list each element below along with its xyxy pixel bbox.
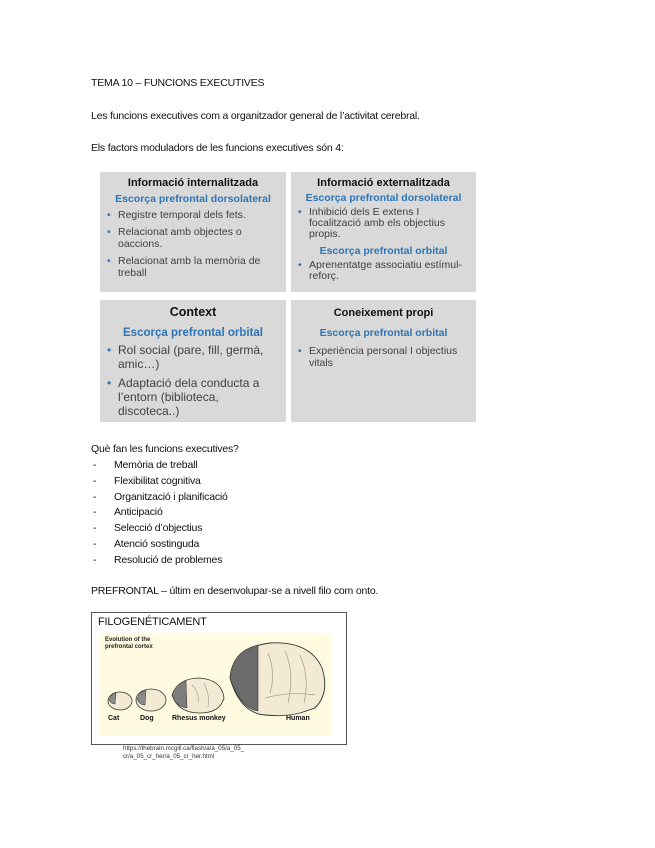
list-item: - Flexibilitat cognitiva: [91, 475, 228, 491]
factor-title: Coneixement propi: [333, 307, 434, 319]
list-item: - Memòria de treball: [91, 459, 228, 475]
factor-bullet: • Aprenentatge associatiu estímul-reforç.: [297, 260, 470, 282]
prefrontal-text: PREFRONTAL – últim en desenvolupar-se a nivell filo com onto.: [91, 585, 379, 597]
list-item: - Atenció sostinguda: [91, 538, 228, 554]
factor-bullet: • Experiència personal I objectius vitals: [297, 345, 470, 369]
factor-region: Escorça prefrontal dorsolateral: [115, 193, 271, 205]
list-item: - Anticipació: [91, 506, 228, 522]
factor-bullet: • Inhibició dels E extens I focalització amb els objectius propis.: [297, 207, 470, 240]
factor-internalized: [100, 172, 286, 292]
factor-context: [100, 300, 286, 422]
figure-label: FILOGENÉTICAMENT: [98, 616, 207, 628]
factor-bullet: • Adaptació dela conducta a l’entorn (biblioteca, discoteca..): [106, 376, 280, 418]
factor-title: Informació internalitzada: [127, 177, 259, 189]
factor-bullet: • Rol social (pare, fill, germà, amic…): [106, 343, 280, 371]
factor-bullet: • Relacionat amb la memòria de treball: [106, 255, 280, 279]
dog-label: Dog: [140, 715, 154, 722]
figure-caption-line1: Evolution of the: [105, 637, 151, 643]
factors-diagram: [100, 172, 476, 422]
factor-region: Escorça prefrontal orbital: [319, 327, 448, 339]
cat-label: Cat: [108, 715, 120, 722]
functions-heading: Què fan les funcions executives?: [91, 443, 239, 455]
factor-bullet: • Relacionat amb objectes o oaccions.: [106, 226, 280, 250]
factor-externalized: [291, 172, 476, 292]
page-title: TEMA 10 – FUNCIONS EXECUTIVES: [91, 77, 265, 89]
factor-region: Escorça prefrontal dorsolateral: [305, 192, 462, 204]
factor-self-knowledge: [291, 300, 476, 422]
factor-bullet: • Registre temporal dels fets.: [106, 209, 280, 221]
list-item: - Organització i planificació: [91, 491, 228, 507]
monkey-label: Rhesus monkey: [172, 715, 226, 722]
factor-title: Informació externalitzada: [317, 177, 450, 189]
factors-intro: Els factors moduladors de les funcions executives són 4:: [91, 142, 344, 154]
phylogeny-figure: [91, 612, 347, 760]
figure-caption-line2: prefrontal cortex: [105, 644, 153, 650]
functions-list: [91, 459, 228, 570]
human-label: Human: [286, 715, 310, 722]
brain-evolution-image: [100, 633, 331, 760]
factor-title: Context: [169, 305, 217, 319]
list-item: - Selecció d’objectius: [91, 522, 228, 538]
brain-evolution-illustration: [100, 633, 331, 736]
factor-region: Escorça prefrontal orbital: [123, 327, 263, 339]
intro-text: Les funcions executives com a organitzador general de l’activitat cerebral.: [91, 110, 420, 122]
factor-region-2: Escorça prefrontal orbital: [319, 245, 448, 257]
list-item: - Resolució de problemes: [91, 554, 228, 570]
figure-source-url: https://thebrain.mcgill.ca/flash/a/a_05/a_05_ cr/a_05_cr_her/a_05_cr_her.html: [123, 745, 245, 760]
